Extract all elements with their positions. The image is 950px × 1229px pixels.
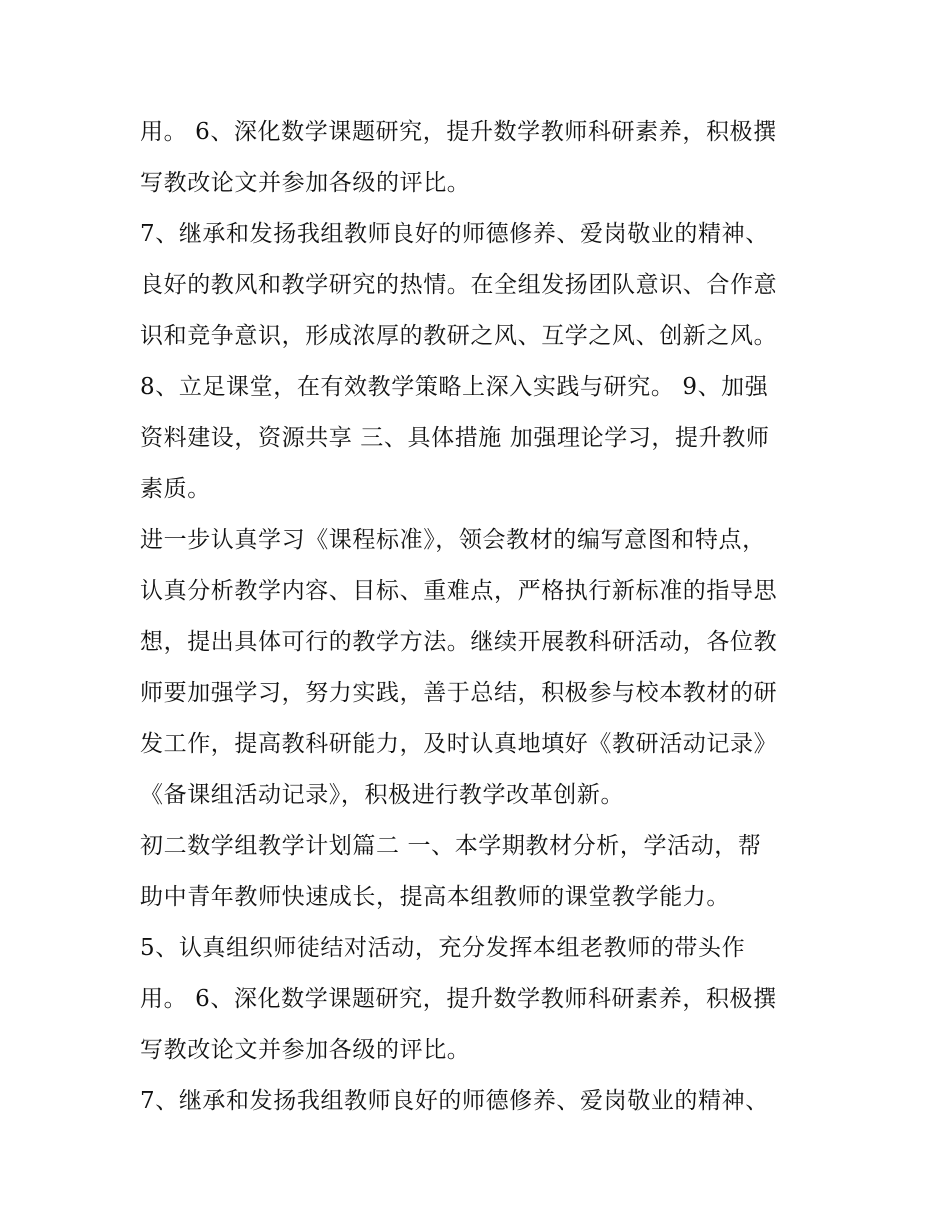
text-line-18: 用。 6、深化数学课题研究，提升数学教师科研素养，积极撰 — [140, 986, 777, 1012]
text-line-8: 素质。 — [140, 476, 211, 502]
text-line-17: 5、认真组织师徒结对活动，充分发挥本组老教师的带头作 — [140, 935, 746, 961]
text-line-12: 师要加强学习，努力实践，善于总结，积极参与校本教材的研 — [140, 680, 778, 706]
text-line-9: 进一步认真学习《课程标准》，领会教材的编写意图和特点， — [140, 527, 766, 553]
text-line-5: 识和竞争意识，形成浓厚的教研之风、互学之风、创新之风。 — [140, 323, 778, 349]
text-line-1: 用。 6、深化数学课题研究，提升数学教师科研素养，积极撰 — [140, 119, 777, 145]
text-line-11: 想，提出具体可行的教学方法。继续开展教科研活动，各位教 — [140, 629, 778, 655]
text-line-15: 初二数学组教学计划篇二 一、本学期教材分析，学活动，帮 — [140, 833, 762, 859]
text-line-6: 8、立足课堂，在有效教学策略上深入实践与研究。 9、加强 — [140, 374, 769, 400]
text-line-13: 发工作，提高教科研能力，及时认真地填好《教研活动记录》 — [140, 731, 778, 757]
document-body — [140, 107, 820, 1127]
text-line-2: 写教改论文并参加各级的评比。 — [140, 170, 471, 196]
text-line-14: 《备课组活动记录》，积极进行教学改革创新。 — [140, 782, 625, 808]
text-line-16: 助中青年教师快速成长，提高本组教师的课堂教学能力。 — [140, 884, 730, 910]
text-line-7: 资料建设，资源共享 三、具体措施 加强理论学习，提升教师 — [140, 425, 770, 451]
text-line-19: 写教改论文并参加各级的评比。 — [140, 1037, 471, 1063]
text-line-3: 7、继承和发扬我组教师良好的师德修养、爱岗敬业的精神、 — [140, 221, 769, 247]
text-line-10: 认真分析教学内容、目标、重难点，严格执行新标准的指导思 — [140, 578, 778, 604]
text-line-20: 7、继承和发扬我组教师良好的师德修养、爱岗敬业的精神、 — [140, 1088, 769, 1114]
text-line-4: 良好的教风和教学研究的热情。在全组发扬团队意识、合作意 — [140, 272, 778, 298]
